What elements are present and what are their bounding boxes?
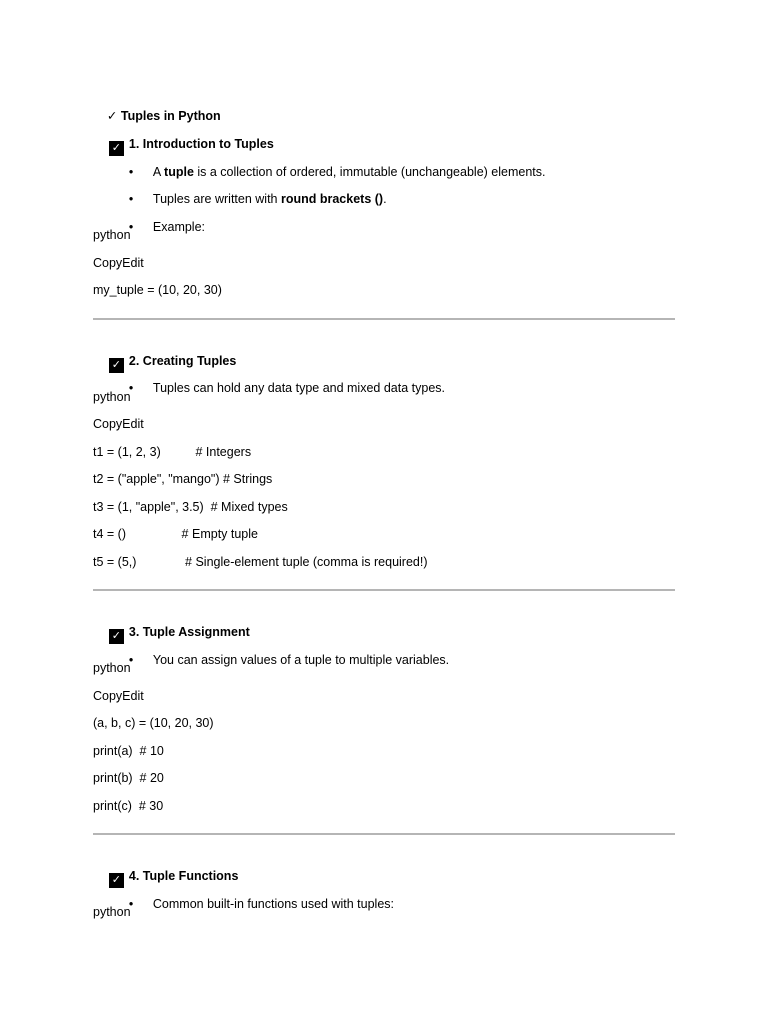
section-1-heading-text: 1. Introduction to Tuples: [128, 137, 274, 151]
bullet-icon: •: [128, 164, 134, 179]
title-text: Tuples in Python: [120, 109, 221, 123]
code-language-label: python: [93, 228, 131, 242]
section-divider: [93, 318, 675, 320]
code-language-label: python: [93, 389, 131, 404]
code-line: print(b) # 20: [93, 771, 164, 785]
section-4-heading: [93, 848, 675, 886]
document-page: [93, 88, 675, 931]
check-mark-icon: ✓: [106, 109, 118, 123]
section-4-heading-text: 4. Tuple Functions: [128, 869, 239, 883]
bullet-text: .: [383, 192, 387, 206]
code-line: (a, b, c) = (10, 20, 30): [93, 716, 214, 730]
copy-edit-label: CopyEdit: [93, 688, 144, 703]
code-line: t5 = (5,) # Single-element tuple (comma is required!): [93, 554, 428, 569]
bullet-text: Tuples are written with: [152, 192, 281, 206]
bullet-text: Tuples can hold any data type and mixed data types.: [152, 381, 445, 395]
section-3-heading-text: 3. Tuple Assignment: [128, 625, 250, 639]
checkbox-icon: ✓: [109, 358, 124, 373]
code-line: my_tuple = (10, 20, 30): [93, 283, 222, 297]
bullet-text: You can assign values of a tuple to multiple variables.: [152, 652, 450, 667]
bullet-text: is a collection of ordered, immutable (unchangeable) elements.: [193, 164, 546, 179]
section-divider: [93, 589, 675, 591]
code-language-label: python: [93, 905, 131, 919]
document-title: [93, 88, 675, 123]
section-2-heading: [93, 333, 675, 371]
checkbox-icon: ✓: [109, 141, 124, 156]
code-line: print(a) # 10: [93, 743, 164, 758]
code-line: t4 = () # Empty tuple: [93, 527, 258, 541]
copy-edit-label: CopyEdit: [93, 417, 144, 431]
code-language-label: python: [93, 661, 131, 675]
code-line: t3 = (1, "apple", 3.5) # Mixed types: [93, 499, 288, 514]
checkbox-icon: ✓: [109, 629, 124, 644]
bullet-text: Example:: [152, 219, 206, 234]
code-line: print(c) # 30: [93, 798, 164, 813]
section-2-heading-text: 2. Creating Tuples: [128, 353, 237, 368]
code-line: t2 = ("apple", "mango") # Strings: [93, 472, 273, 486]
checkbox-icon: ✓: [109, 873, 124, 888]
bullet-icon: •: [128, 192, 134, 206]
code-line: t1 = (1, 2, 3) # Integers: [93, 444, 252, 459]
copy-edit-label: CopyEdit: [93, 255, 144, 270]
bullet-icon: •: [128, 652, 134, 667]
section-3-heading: [93, 604, 675, 642]
bullet-text: Common built-in functions used with tuples:: [152, 896, 394, 911]
bullet-icon: •: [128, 219, 134, 234]
section-divider: [93, 833, 675, 835]
bold-term: tuple: [164, 164, 194, 179]
bullet-text: A: [152, 164, 165, 179]
bullet-icon: •: [128, 896, 134, 911]
bullet-icon: •: [128, 381, 134, 395]
bold-term: round brackets (): [280, 192, 384, 206]
